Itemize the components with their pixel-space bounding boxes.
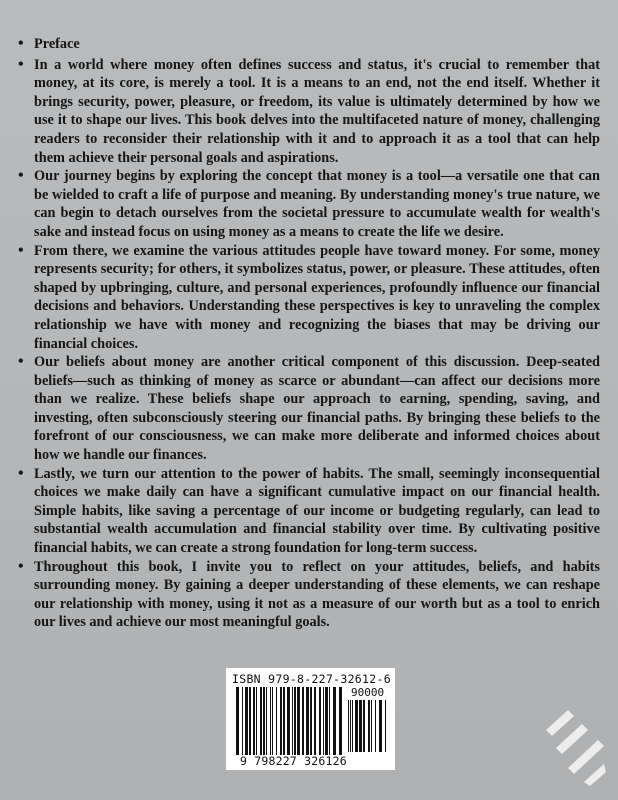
paragraph-6: • Throughout this book, I invite you to reflect on your attitudes, beliefs, and habits surrounding money. By gaining a deeper understanding of these elements, we can reshape our relationship with money, using it not as a measure of our worth but as a tool to enrich our lives and achieve our most meaningful goals. [22, 558, 600, 632]
ean-digits: 9 798227 326126 [240, 754, 347, 768]
barcode-bar [260, 687, 262, 755]
barcode-bar [310, 687, 312, 755]
addon-barcode-bars [348, 700, 388, 752]
barcode-bar [355, 700, 358, 752]
barcode-bar [272, 687, 273, 755]
isbn-barcode [226, 668, 395, 770]
barcode-bar [319, 687, 321, 755]
barcode-bar [375, 700, 376, 752]
isbn-label: ISBN 979-8-227-32612-6 [232, 672, 391, 686]
barcode-bar [350, 700, 351, 752]
barcode-bar [245, 687, 248, 755]
barcode-bar [270, 687, 271, 755]
paragraph-2: • Our journey begins by exploring the concept that money is a tool—a versatile one that can be wielded to craft a life of purpose and meaning. By understanding money's true nature, we can begin to detach ourselves from the societal pressure to accumulate wealth for wealth's sake and instead focus on using money as a means to create the life we desire. [22, 167, 600, 241]
barcode-bar [352, 700, 353, 752]
barcode-bar [292, 687, 293, 755]
barcode-bar [368, 700, 370, 752]
barcode-bar [333, 687, 336, 755]
barcode-bar [306, 687, 309, 755]
barcode-bar [242, 687, 243, 755]
barcode-bar [314, 687, 316, 755]
publisher-logo-icon [538, 690, 608, 790]
barcode-bar [385, 700, 386, 752]
barcode-bar [363, 700, 365, 752]
paragraph-5: • Lastly, we turn our attention to the power of habits. The small, seemingly inconsequential choices we make daily can have a significant cumulative impact on our financial health. Simple habits, like saving a percentage of our income or budgeting regularly, can lead to substantial wealth accumulation and financial stability over time. By cultivating positive financial habits, we can create a strong foundation for long-term success. [22, 465, 600, 558]
barcode-bar [329, 687, 330, 755]
barcode-bar [371, 700, 372, 752]
barcode-bar [249, 687, 251, 755]
paragraph-4: • Our beliefs about money are another critical component of this discussion. Deep-seated beliefs—such as thinking of money as scarce or abundant—can affect our decisions more than we realize. These beliefs shape our approach to earning, spending, saving, and investing, often subconsciously steering our financial paths. By bringing these beliefs to the forefront of our consciousness, we can make more deliberate and informed choices about how we handle our finances. [22, 353, 600, 465]
barcode-bar [236, 687, 239, 755]
barcode-bar [323, 687, 324, 755]
paragraph-3: • From there, we examine the various attitudes people have toward money. For some, money represents security; for others, it symbolizes status, power, or pleasure. These attitudes, often shaped by upbringing, culture, and personal experiences, profoundly influence our financial decisions and behaviors. Understanding these perspectives is key to unraveling the complex relationship we have with money and recognizing the biases that may be driving our financial choices. [22, 242, 600, 354]
barcode-bar [302, 687, 304, 755]
barcode-bar [283, 687, 285, 755]
barcode-bar [253, 687, 255, 755]
barcode-bar [297, 687, 300, 755]
barcode-bar [276, 687, 277, 755]
preface-text [22, 35, 600, 632]
barcode-bar [287, 687, 290, 755]
barcode-bar [266, 687, 267, 755]
barcode-bar [348, 700, 349, 752]
barcode-bar [325, 687, 328, 755]
preface-heading: • Preface [22, 35, 600, 54]
paragraph-1: • In a world where money often defines success and status, it's crucial to remember that money, at its core, is merely a tool. It is a means to an end, not the end itself. Whether it brings security, power, pleasure, or freedom, its value is ultimately determined by how we use it to shape our lives. This book delves into the multifaceted nature of money, challenging readers to reconsider their relationship with it and to approach it as a tool that can help them achieve their personal goals and aspirations. [22, 56, 600, 168]
ean-barcode-bars [236, 687, 344, 755]
barcode-bar [294, 687, 296, 755]
barcode-bar [339, 687, 342, 755]
barcode-bar [379, 700, 382, 752]
barcode-bar [359, 700, 362, 752]
barcode-bar [280, 687, 282, 755]
addon-code: 90000 [351, 686, 385, 699]
barcode-bar [256, 687, 257, 755]
barcode-bar [263, 687, 265, 755]
